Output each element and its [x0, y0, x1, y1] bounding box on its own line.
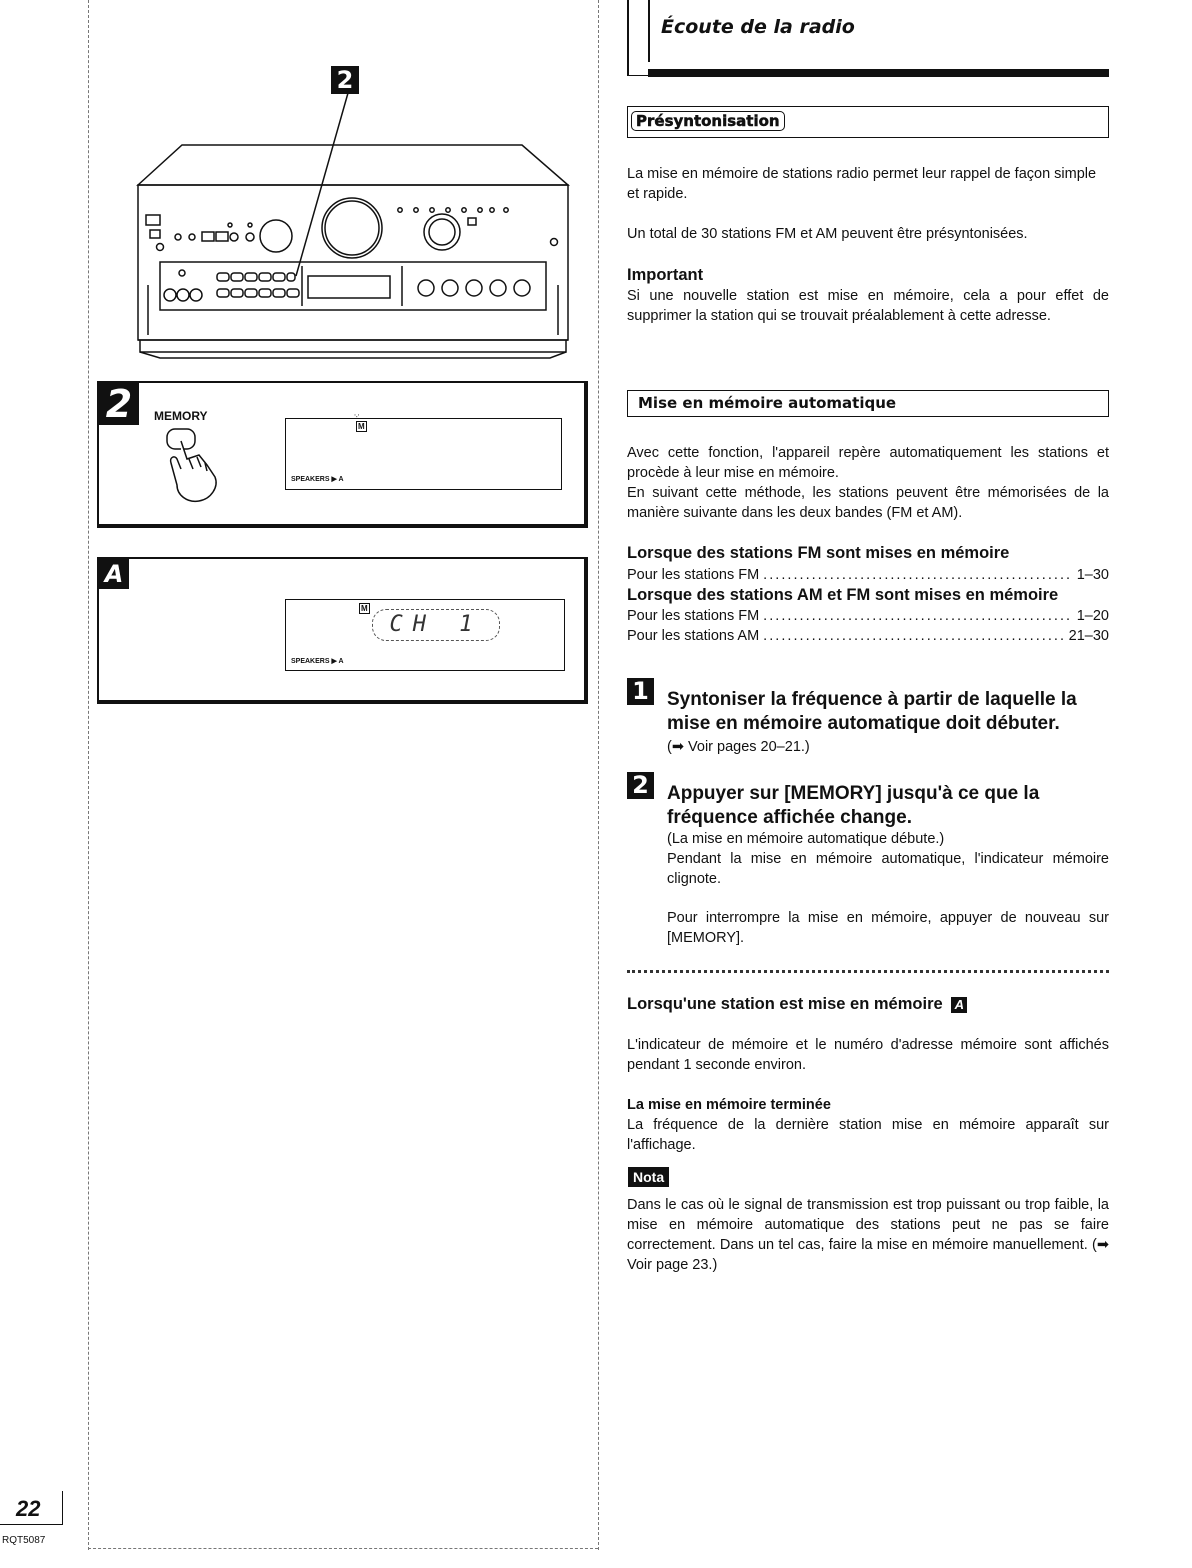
header-inner-bracket	[648, 0, 650, 62]
presyntonisation-heading-box	[627, 106, 1109, 138]
speakers-indicator: SPEAKERS ▶ A	[291, 658, 344, 665]
bottom-rule	[88, 1548, 598, 1549]
memory-indicator-blinking: M	[358, 422, 365, 431]
am-fm-row-fm-value: 1–20	[1076, 608, 1109, 624]
memory-button-label: MEMORY	[154, 409, 208, 423]
auto-memory-title: Mise en mémoire automatique	[638, 394, 897, 412]
stored-heading-tag: A	[951, 997, 967, 1013]
blink-rays-icon: ⁙	[353, 412, 361, 422]
center-column-rule	[598, 0, 599, 1550]
page-number: 22	[16, 1496, 41, 1521]
nota-text: Dans le cas où le signal de transmission est trop puissant ou trop faible, la mise en mémoire automatique des stations peut ne pas se faire correctement. Dans un tel cas, faire la mise en mémoire manuellement. (➡ Voir page 23.)	[627, 1197, 1109, 1273]
step-2-number: 2	[627, 772, 654, 799]
receiver-illustration	[130, 90, 580, 360]
stored-heading	[627, 994, 1109, 1014]
header-bar	[648, 69, 1109, 77]
leader-dots	[763, 606, 1073, 626]
presyntonisation-total: Un total de 30 stations FM et AM peuvent être présyntonisées.	[627, 226, 1028, 242]
auto-memory-heading-box	[627, 390, 1109, 417]
memory-display	[285, 412, 562, 490]
am-fm-row-fm-label: Pour les stations FM	[627, 608, 760, 624]
am-fm-row-fm	[627, 606, 1109, 626]
step-1-body: (➡ Voir pages 20–21.)	[667, 739, 810, 755]
figure-callout-2: 2	[331, 66, 359, 94]
fm-heading: Lorsque des stations FM sont mises en mémoire	[627, 544, 1010, 562]
am-fm-heading: Lorsque des stations AM et FM sont mises en mémoire	[627, 586, 1059, 604]
presyntonisation-title: Présyntonisation	[631, 111, 785, 131]
am-fm-row-am-label: Pour les stations AM	[627, 628, 760, 644]
section-title: Écoute de la radio	[661, 16, 855, 38]
done-title: La mise en mémoire terminée	[627, 1097, 831, 1113]
panel-memory-step-tag: 2	[99, 383, 139, 425]
step-2-body-line1: (La mise en mémoire automatique débute.)	[667, 831, 945, 847]
am-fm-row-am-value: 21–30	[1068, 628, 1109, 644]
done-text: La fréquence de la dernière station mise en mémoire apparaît sur l'affichage.	[627, 1117, 1109, 1153]
leader-dots	[763, 565, 1073, 585]
auto-memory-para2: En suivant cette méthode, les stations peuvent être mémorisées de la manière suivante dans les deux bandes (FM et AM).	[627, 485, 1109, 521]
stored-text: L'indicateur de mémoire et le numéro d'adresse mémoire sont affichés pendant 1 seconde environ.	[627, 1037, 1109, 1073]
am-fm-row-am	[627, 626, 1109, 646]
important-text: Si une nouvelle station est mise en mémoire, cela a pour effet de supprimer la station qui se trouvait préalablement à cette adresse.	[627, 288, 1109, 324]
fm-row	[627, 565, 1109, 585]
channel-display	[285, 599, 565, 671]
header-underline	[627, 75, 649, 76]
fm-row-label: Pour les stations FM	[627, 567, 760, 583]
left-margin-rule	[88, 0, 89, 1550]
leader-dots	[763, 626, 1065, 646]
stored-heading-text: Lorsqu'une station est mise en mémoire	[627, 995, 943, 1013]
important-title: Important	[627, 266, 704, 284]
presyntonisation-intro: La mise en mémoire de stations radio permet leur rappel de façon simple et rapide.	[627, 166, 1097, 202]
speakers-indicator: SPEAKERS ▶ A	[291, 476, 344, 483]
step-1-title: Syntoniser la fréquence à partir de laquelle la mise en mémoire automatique doit débuter.	[667, 689, 1077, 734]
step-2-title: Appuyer sur [MEMORY] jusqu'à ce que la fréquence affichée change.	[667, 783, 1040, 828]
dotted-separator	[627, 970, 1109, 973]
page-number-box	[0, 1491, 63, 1525]
nota-label: Nota	[628, 1167, 669, 1187]
step-2-body-line3: Pour interrompre la mise en mémoire, appuyer de nouveau sur [MEMORY].	[667, 910, 1109, 946]
panel-stored-station-tag: A	[99, 559, 129, 589]
panel-stored-station	[97, 557, 588, 704]
fm-row-value: 1–30	[1076, 567, 1109, 583]
panel-memory-step	[97, 381, 588, 528]
document-code: RQT5087	[2, 1535, 46, 1546]
hand-pressing-memory-icon	[159, 425, 229, 505]
channel-readout: CH 1	[372, 609, 500, 641]
step-2-body-line2: Pendant la mise en mémoire automatique, l'indicateur mémoire clignote.	[667, 851, 1109, 887]
step-1-number: 1	[627, 678, 654, 705]
header-bracket	[627, 0, 629, 75]
memory-indicator: M	[361, 604, 368, 613]
auto-memory-para1: Avec cette fonction, l'appareil repère automatiquement les stations et procède à leur mise en mémoire.	[627, 445, 1109, 481]
